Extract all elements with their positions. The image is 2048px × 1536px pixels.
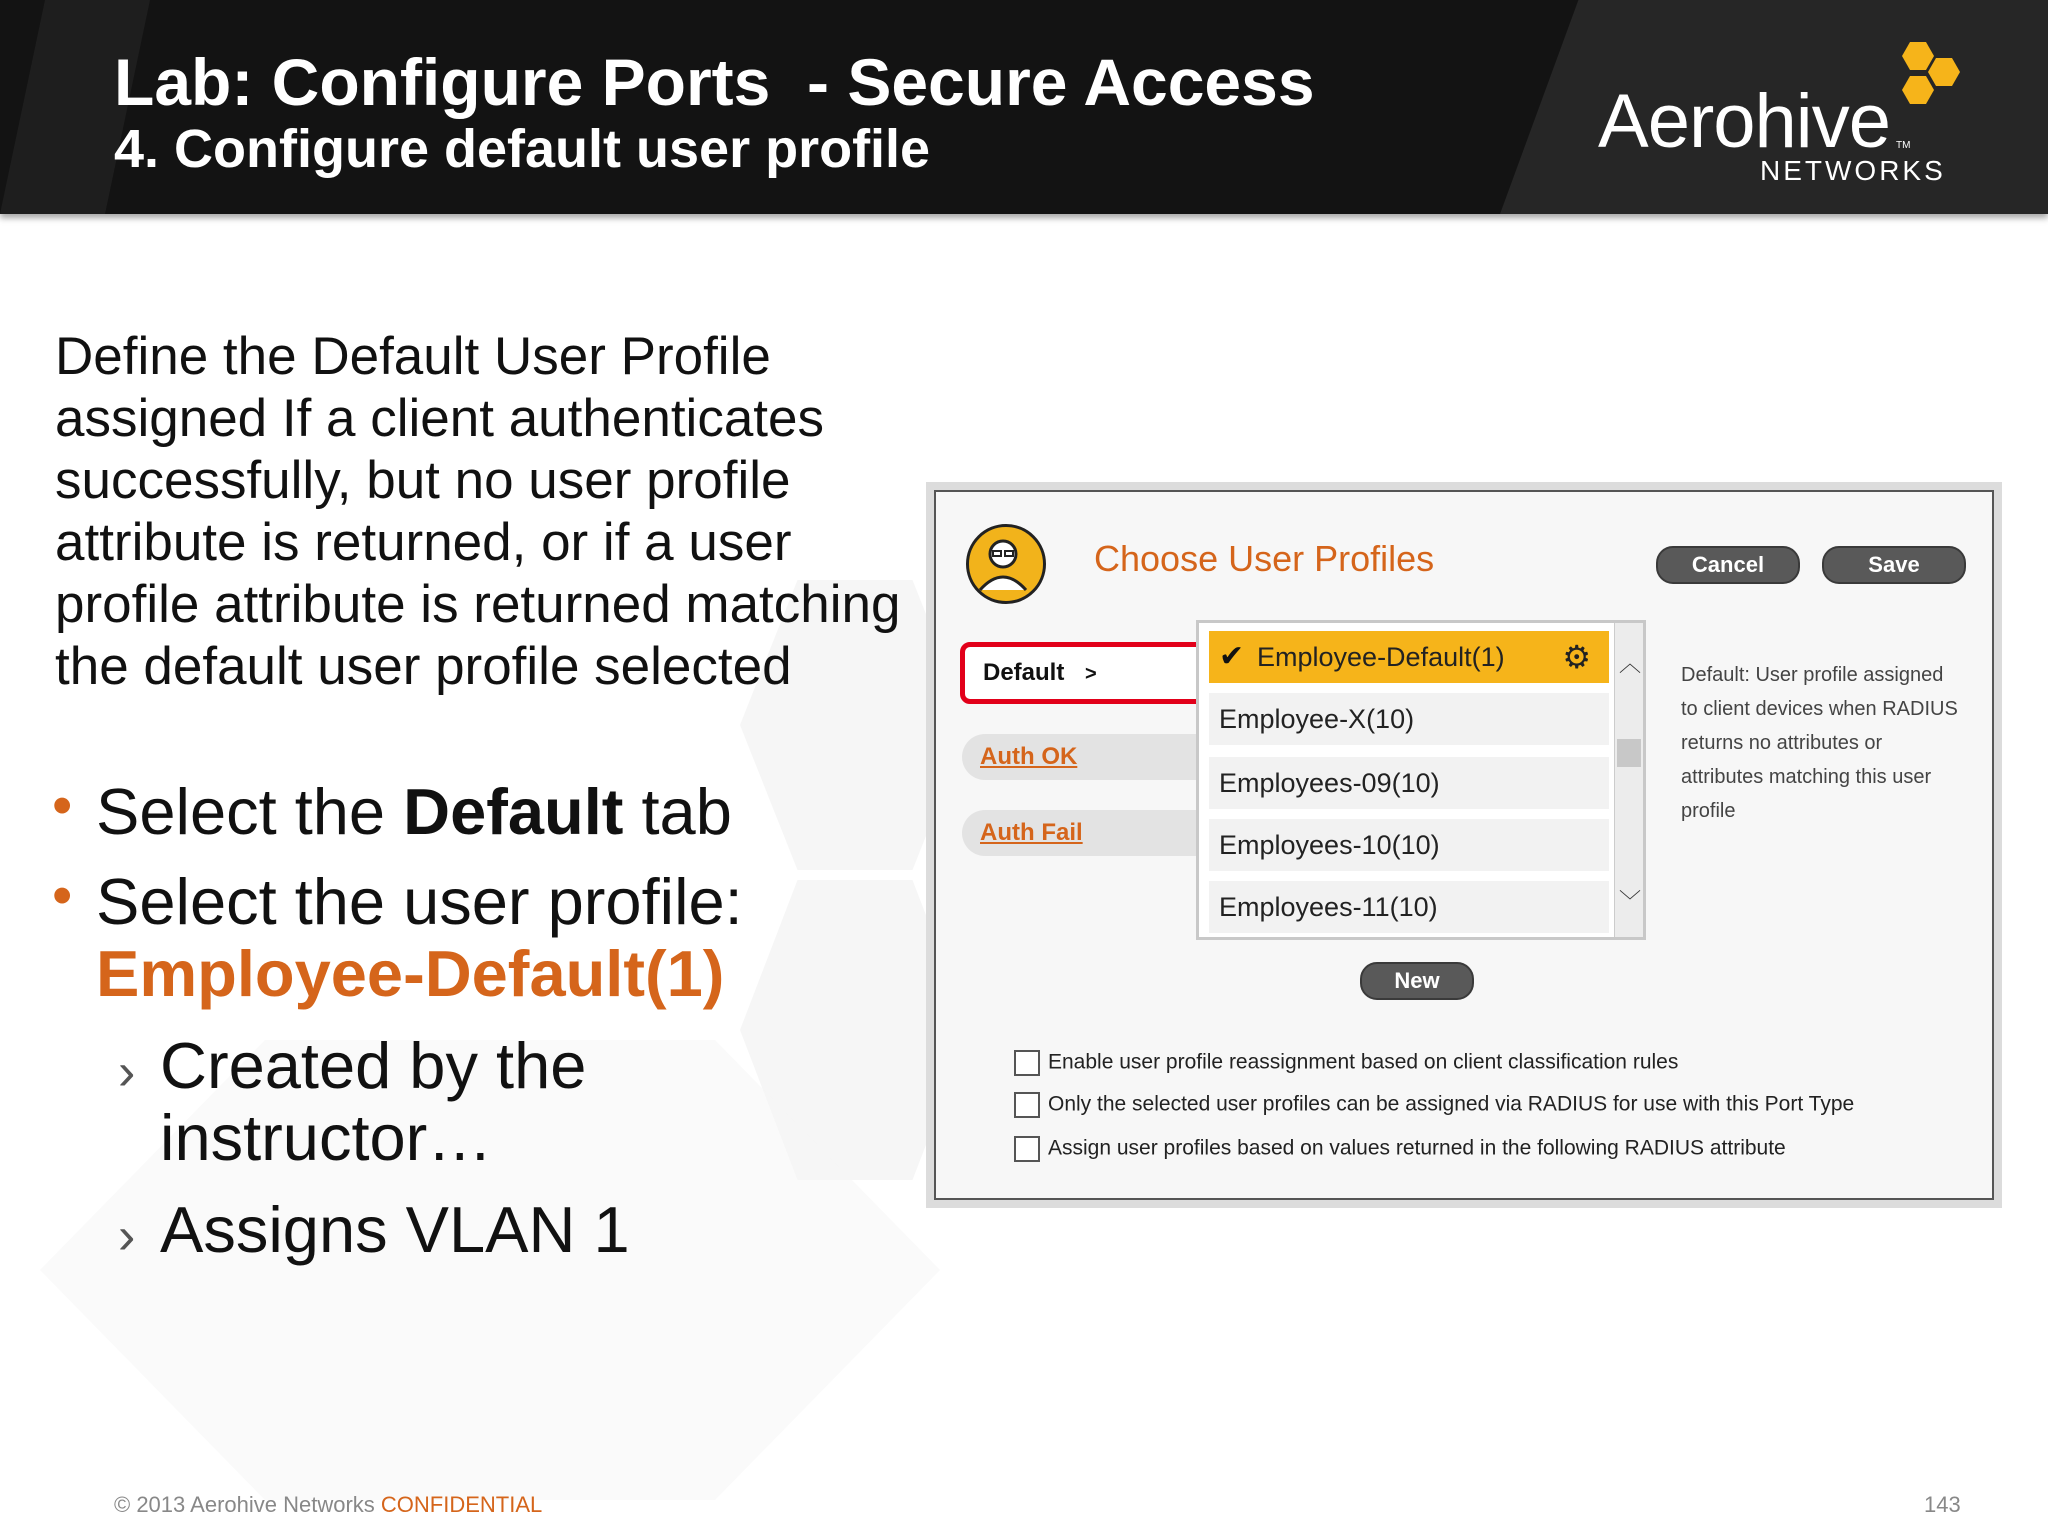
slide-subtitle: 4. Configure default user profile [114,119,931,179]
help-text: Default: User profile assigned to client devices when RADIUS returns no attributes or attributes matching this user profile [1681,664,1958,822]
sub-bullet-created-by: Created by the instructor… [160,1029,587,1174]
save-button[interactable]: Save [1822,546,1966,584]
new-button[interactable]: New [1360,962,1474,1000]
checkbox-box[interactable] [1014,1050,1040,1076]
bullet-text: tab [623,775,732,848]
tab-auth-fail[interactable]: Auth Fail [962,810,1220,856]
checkbox-box[interactable] [1014,1136,1040,1162]
chevron-up-icon[interactable]: ︿ [1619,651,1642,676]
tab-auth-ok[interactable]: Auth OK [962,734,1220,780]
user-profile-list[interactable] [1196,620,1646,940]
user-avatar-icon [966,524,1046,604]
bullet-select-user-profile [96,866,743,1010]
cancel-button[interactable]: Cancel [1656,546,1800,584]
list-item[interactable]: Employees-10(10) [1209,819,1609,871]
sub-bullet-chevron: › [118,1207,136,1265]
choose-user-profiles-dialog [934,490,1994,1200]
sub-bullet-vlan: Assigns VLAN 1 [160,1193,630,1266]
checkbox-label: Only the selected user profiles can be assigned via RADIUS for use with this Port Type [1048,1092,1855,1116]
highlighted-profile-name: Employee-Default(1) [96,937,725,1010]
dialog-title: Choose User Profiles [1094,538,1435,579]
bullet-dot: • [52,863,73,928]
bullet-text: Select the [96,775,404,848]
logo-trademark: TM [1896,140,1911,151]
logo-networks: NETWORKS [1760,155,1946,186]
checkbox-radius-only[interactable] [1014,1092,1854,1118]
bullet-bold-text: Default [403,775,624,848]
slide-title: Lab: Configure Ports - Secure Access [114,45,1315,119]
list-scrollbar[interactable] [1614,623,1643,937]
gear-icon[interactable]: ⚙ [1562,639,1591,675]
list-item[interactable]: Employees-11(10) [1209,881,1609,933]
checkbox-label: Assign user profiles based on values returned in the following RADIUS attribute [1048,1136,1786,1160]
right-arrow-icon: > [1085,663,1097,685]
checkmark-icon: ✔ [1219,640,1245,673]
list-item[interactable]: Employees-09(10) [1209,757,1609,809]
sub-bullet-chevron: › [118,1043,136,1101]
list-item[interactable]: Employee-X(10) [1209,693,1609,745]
page-number: 143 [1924,1492,1961,1517]
checkbox-reassignment[interactable] [1014,1050,1678,1076]
slide-header [0,0,2048,214]
confidential-label: CONFIDENTIAL [380,1492,543,1517]
intro-paragraph: Define the Default User Profile assigned If a client authenticates successfully, but no user profile attribute is returned, or if a user profile attribute is returned matching the default user profile selected [55,327,901,696]
checkbox-label: Enable user profile reassignment based on client classification rules [1048,1050,1679,1074]
list-item-selected[interactable] [1209,631,1609,683]
scrollbar-thumb[interactable] [1617,739,1641,767]
tab-label: Default [983,659,1065,686]
footer-copyright [114,1492,542,1518]
logo-hexagons-icon [1890,40,1966,116]
checkbox-box[interactable] [1014,1092,1040,1118]
bullet-text: Select the user profile: [96,865,743,938]
profile-label: Employee-Default(1) [1257,642,1505,672]
copyright-text: © 2013 Aerohive Networks [114,1492,375,1517]
bullet-dot: • [52,773,73,838]
bullet-select-default-tab [96,776,732,848]
logo-wordmark: Aerohive [1598,79,1890,164]
checkbox-radius-attribute[interactable] [1014,1136,1786,1162]
chevron-down-icon[interactable]: ﹀ [1619,889,1642,914]
tab-default[interactable] [960,642,1208,704]
